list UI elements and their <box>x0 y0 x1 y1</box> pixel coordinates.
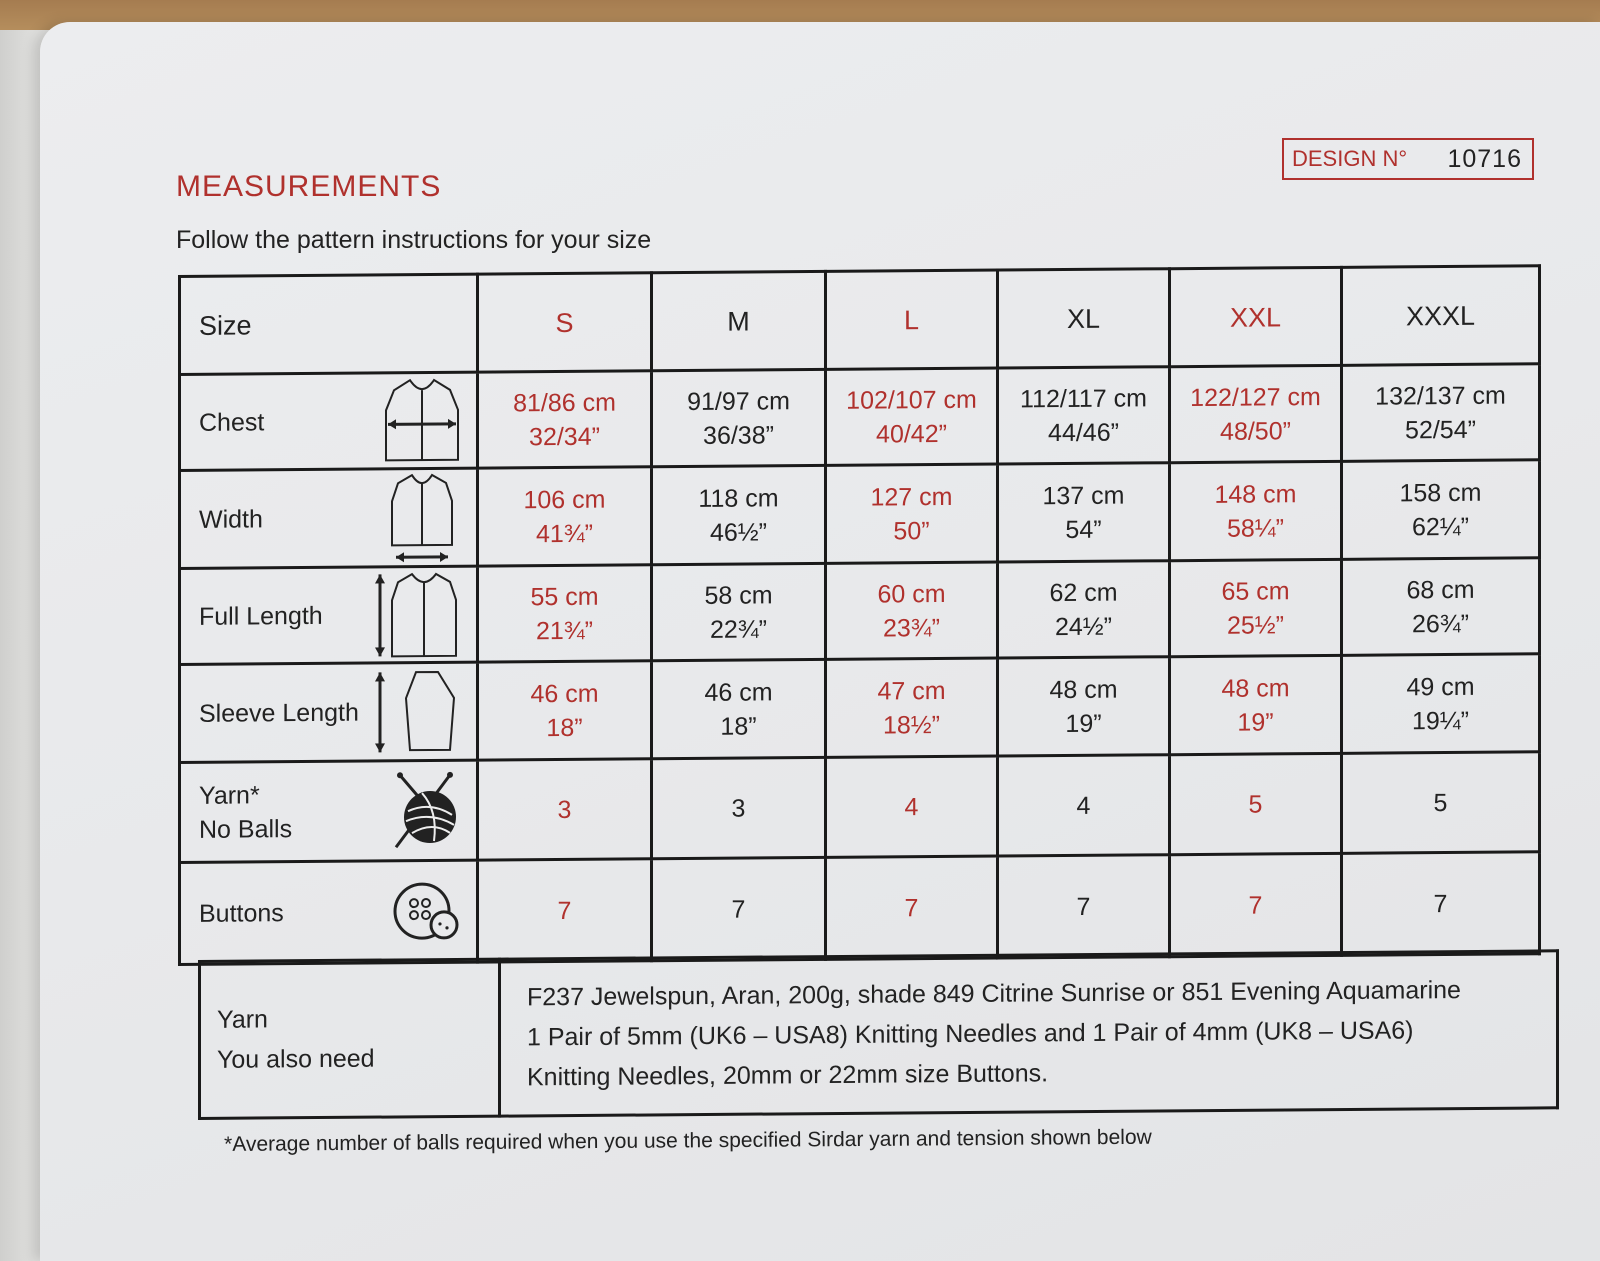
design-label: DESIGN N° <box>1292 146 1408 171</box>
size-header-row <box>180 266 1540 375</box>
row-label-cell <box>180 566 478 664</box>
size-xxxl: XXXL <box>1342 266 1540 366</box>
value-cell <box>998 463 1170 562</box>
buttons-row <box>180 852 1540 965</box>
value-cm: 112/117 cm <box>1020 383 1147 413</box>
value-cell <box>1170 365 1342 462</box>
value-in: 25½” <box>1227 610 1284 640</box>
sleeve-length-row <box>180 654 1540 763</box>
value-cell <box>1342 364 1540 462</box>
yarn-info-table <box>198 949 1559 1120</box>
value-cell <box>1170 461 1342 560</box>
value-cell <box>826 464 998 563</box>
value-cm: 102/107 cm <box>846 385 977 415</box>
value-cell <box>826 562 998 659</box>
row-label-cell <box>180 860 478 964</box>
value-cm: 47 cm <box>877 676 946 706</box>
value-in: 18” <box>546 713 583 742</box>
value-in: 22¾” <box>710 614 767 644</box>
value-in: 21¾” <box>536 616 593 645</box>
value-cm: 127 cm <box>870 482 953 512</box>
width-label: Width <box>199 504 263 534</box>
value-cell <box>652 465 826 564</box>
page-title: MEASUREMENTS <box>176 170 442 203</box>
row-label-cell <box>180 662 478 762</box>
value-cm: 46 cm <box>704 677 773 707</box>
value-cell <box>478 371 652 468</box>
value-in: 24½” <box>1055 612 1112 641</box>
value-cell <box>998 367 1170 464</box>
yarn-balls-m: 3 <box>652 757 826 858</box>
measurements-table <box>178 264 1541 966</box>
value-cell <box>652 369 826 466</box>
footnote: *Average number of balls required when you use the specified Sirdar yarn and tension shown below <box>224 1125 1152 1156</box>
value-in: 23¾” <box>883 613 940 642</box>
value-in: 19¼” <box>1412 706 1469 735</box>
value-in: 54” <box>1065 515 1102 544</box>
size-s: S <box>478 273 652 372</box>
chest-row <box>180 364 1540 471</box>
yarn-info-desc-cell <box>500 951 1558 1116</box>
value-cell <box>1170 559 1342 656</box>
value-cm: 65 cm <box>1221 576 1290 606</box>
yarn-label: Yarn <box>217 1005 268 1034</box>
value-in: 41¾” <box>536 519 593 548</box>
value-in: 36/38” <box>703 420 774 450</box>
value-cell <box>478 565 652 662</box>
value-cell <box>1342 558 1540 656</box>
width-row <box>180 460 1540 569</box>
value-in: 19” <box>1237 707 1274 737</box>
value-cm: 106 cm <box>523 485 606 514</box>
value-cm: 148 cm <box>1214 479 1297 509</box>
cardigan-length-arrow-icon <box>372 569 462 660</box>
value-cell <box>998 561 1170 658</box>
value-cm: 118 cm <box>698 483 779 513</box>
value-in: 18½” <box>883 710 940 739</box>
buttons-l: 7 <box>826 856 998 959</box>
value-in: 52/54” <box>1405 415 1476 444</box>
value-cm: 122/127 cm <box>1190 382 1321 412</box>
value-in: 32/34” <box>529 422 600 451</box>
value-in: 58¼” <box>1227 513 1284 543</box>
value-in: 19” <box>1065 709 1102 738</box>
value-cm: 46 cm <box>530 679 599 708</box>
value-in: 48/50” <box>1220 416 1291 446</box>
yarn-balls-row <box>180 752 1540 863</box>
sleeve-length-arrow-icon <box>372 667 462 756</box>
value-cm: 62 cm <box>1049 578 1118 607</box>
value-cell <box>826 368 998 465</box>
buttons-xl: 7 <box>998 855 1170 958</box>
buttons-s: 7 <box>478 859 652 962</box>
value-in: 40/42” <box>876 419 947 449</box>
value-cell <box>1342 460 1540 560</box>
value-in: 18” <box>720 711 757 741</box>
yarn-ball-needles-icon <box>392 770 462 851</box>
value-cell <box>478 661 652 760</box>
button-icon <box>392 880 462 943</box>
row-label-cell <box>180 760 478 862</box>
yarn-desc-line-1: F237 Jewelspun, Aran, 200g, shade 849 Citrine Sunrise or 851 Evening Aquamarine <box>527 976 1461 1012</box>
value-cell <box>478 467 652 566</box>
buttons-label: Buttons <box>199 898 284 928</box>
value-cm: 48 cm <box>1049 675 1118 704</box>
value-cell <box>1342 654 1540 754</box>
yarn-balls-s: 3 <box>478 759 652 860</box>
row-label-cell <box>180 372 478 470</box>
cardigan-width-arrow-icon <box>382 470 462 565</box>
value-cell <box>998 657 1170 756</box>
value-cm: 132/137 cm <box>1375 381 1506 411</box>
value-in: 44/46” <box>1048 418 1119 447</box>
value-cm: 137 cm <box>1042 481 1125 510</box>
also-need-label: You also need <box>217 1044 375 1074</box>
value-cm: 81/86 cm <box>513 388 616 417</box>
full-length-label: Full Length <box>199 601 323 631</box>
value-in: 46½” <box>710 517 767 547</box>
value-cm: 55 cm <box>530 582 599 611</box>
value-cm: 91/97 cm <box>687 386 790 416</box>
yarn-balls-label-1: Yarn* <box>199 780 260 810</box>
value-cell <box>652 563 826 660</box>
value-cm: 49 cm <box>1406 672 1475 701</box>
design-number-box <box>1282 138 1534 180</box>
yarn-desc-line-2: 1 Pair of 5mm (UK6 – USA8) Knitting Needles and 1 Pair of 4mm (UK8 – USA6) <box>527 1016 1414 1052</box>
value-cell <box>1170 655 1342 754</box>
value-in: 26¾” <box>1412 609 1469 638</box>
value-cm: 48 cm <box>1221 673 1290 703</box>
size-m: M <box>652 271 826 370</box>
yarn-desc-line-3: Knitting Needles, 20mm or 22mm size Buttons. <box>527 1059 1049 1092</box>
yarn-balls-l: 4 <box>826 756 998 857</box>
yarn-balls-label-2: No Balls <box>199 814 293 844</box>
design-number: 10716 <box>1447 144 1522 173</box>
full-length-row <box>180 558 1540 665</box>
value-cm: 158 cm <box>1399 478 1482 507</box>
buttons-xxl: 7 <box>1170 853 1342 956</box>
size-xl: XL <box>998 269 1170 368</box>
sleeve-length-label: Sleeve Length <box>199 698 359 728</box>
value-cell <box>826 658 998 757</box>
value-cell <box>652 659 826 758</box>
yarn-info-label-cell <box>200 959 500 1118</box>
size-label: Size <box>180 274 478 374</box>
cardigan-chest-arrow-icon <box>382 375 462 466</box>
size-l: L <box>826 270 998 369</box>
value-in: 62¼” <box>1412 512 1469 541</box>
size-xxl: XXL <box>1170 267 1342 366</box>
page-subtitle: Follow the pattern instructions for your size <box>176 226 652 254</box>
value-cm: 58 cm <box>704 580 773 610</box>
yarn-balls-xxl: 5 <box>1170 753 1342 854</box>
value-cm: 60 cm <box>877 579 946 609</box>
value-cm: 68 cm <box>1406 575 1475 604</box>
row-label-cell <box>180 468 478 568</box>
yarn-balls-xl: 4 <box>998 755 1170 856</box>
buttons-xxxl: 7 <box>1342 852 1540 956</box>
buttons-m: 7 <box>652 857 826 960</box>
chest-label: Chest <box>199 407 265 437</box>
yarn-balls-xxxl: 5 <box>1342 752 1540 854</box>
value-in: 50” <box>893 516 930 545</box>
